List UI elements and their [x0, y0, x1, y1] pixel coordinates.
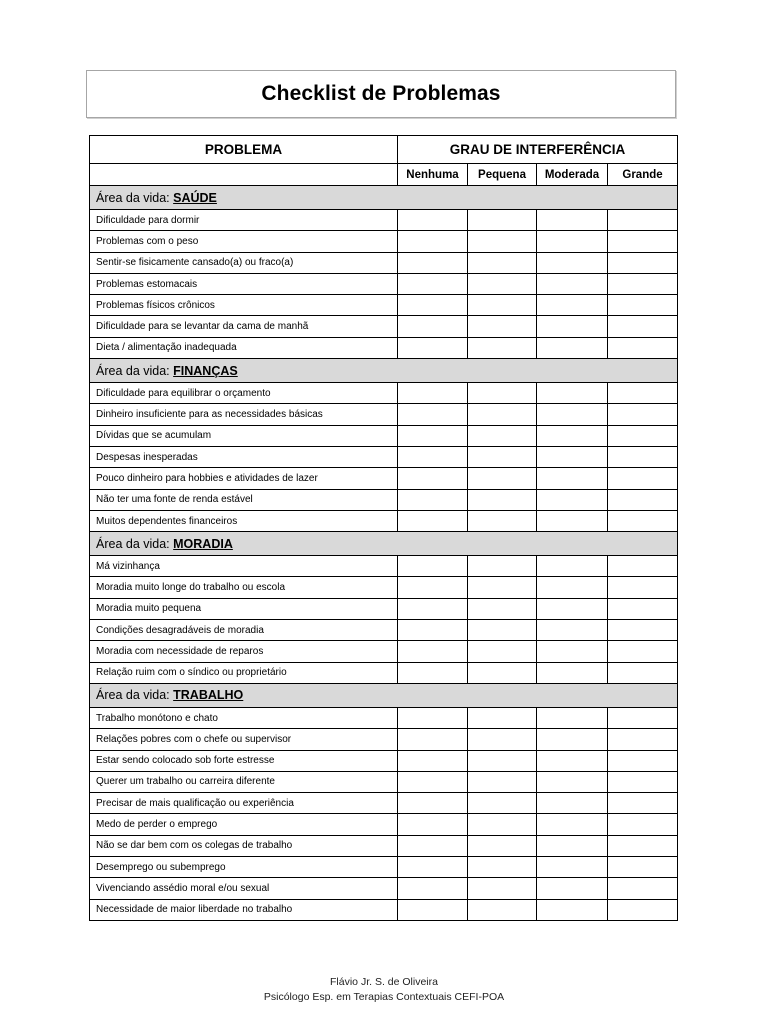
check-cell-moderada[interactable] — [537, 577, 608, 598]
section-header — [90, 532, 678, 556]
page-title: Checklist de Problemas — [261, 82, 501, 105]
check-cell-nenhuma[interactable] — [398, 707, 468, 728]
check-cell-nenhuma[interactable] — [398, 273, 468, 294]
problem-label: Muitos dependentes financeiros — [90, 510, 398, 531]
check-cell-moderada[interactable] — [537, 252, 608, 273]
check-cell-moderada[interactable] — [537, 446, 608, 467]
table-row — [90, 814, 678, 835]
check-cell-grande[interactable] — [608, 489, 678, 510]
table-row — [90, 857, 678, 878]
check-cell-nenhuma[interactable] — [398, 210, 468, 231]
check-cell-moderada[interactable] — [537, 835, 608, 856]
problem-label: Moradia muito longe do trabalho ou escola — [90, 577, 398, 598]
problem-label: Despesas inesperadas — [90, 446, 398, 467]
check-cell-nenhuma[interactable] — [398, 577, 468, 598]
check-cell-nenhuma[interactable] — [398, 899, 468, 920]
table-row — [90, 489, 678, 510]
check-cell-nenhuma[interactable] — [398, 468, 468, 489]
check-cell-moderada[interactable] — [537, 662, 608, 683]
table-row — [90, 210, 678, 231]
check-cell-nenhuma[interactable] — [398, 446, 468, 467]
check-cell-moderada[interactable] — [537, 620, 608, 641]
check-cell-moderada[interactable] — [537, 729, 608, 750]
check-cell-pequena[interactable] — [468, 598, 537, 619]
table-row — [90, 337, 678, 358]
check-cell-nenhuma[interactable] — [398, 857, 468, 878]
check-cell-moderada[interactable] — [537, 750, 608, 771]
check-cell-pequena[interactable] — [468, 857, 537, 878]
check-cell-grande[interactable] — [608, 878, 678, 899]
footer-author: Flávio Jr. S. de Oliveira — [330, 976, 438, 988]
check-cell-moderada[interactable] — [537, 210, 608, 231]
check-cell-pequena[interactable] — [468, 707, 537, 728]
check-cell-moderada[interactable] — [537, 273, 608, 294]
check-cell-pequena[interactable] — [468, 899, 537, 920]
section-prefix: Área da vida: — [96, 688, 174, 703]
table-row — [90, 878, 678, 899]
problem-label: Dificuldade para dormir — [90, 210, 398, 231]
check-cell-moderada[interactable] — [537, 598, 608, 619]
check-cell-moderada[interactable] — [537, 231, 608, 252]
problem-label: Moradia com necessidade de reparos — [90, 641, 398, 662]
check-cell-moderada[interactable] — [537, 383, 608, 404]
table-row — [90, 641, 678, 662]
check-cell-nenhuma[interactable] — [398, 641, 468, 662]
table-row — [90, 295, 678, 316]
check-cell-moderada[interactable] — [537, 857, 608, 878]
problem-label: Má vizinhança — [90, 556, 398, 577]
section-prefix: Área da vida: — [96, 536, 174, 551]
table-row — [90, 383, 678, 404]
check-cell-nenhuma[interactable] — [398, 662, 468, 683]
table-row — [90, 729, 678, 750]
table-row — [90, 750, 678, 771]
check-cell-nenhuma[interactable] — [398, 835, 468, 856]
check-cell-nenhuma[interactable] — [398, 231, 468, 252]
header-blank — [90, 164, 398, 186]
problem-label: Pouco dinheiro para hobbies e atividades de lazer — [90, 468, 398, 489]
header-degree: GRAU DE INTERFERÊNCIA — [398, 136, 678, 164]
header-level-moderada: Moderada — [537, 164, 608, 186]
problem-label: Dívidas que se acumulam — [90, 425, 398, 446]
check-cell-moderada[interactable] — [537, 404, 608, 425]
table-row — [90, 835, 678, 856]
table-row — [90, 899, 678, 920]
check-cell-grande[interactable] — [608, 383, 678, 404]
check-cell-nenhuma[interactable] — [398, 489, 468, 510]
check-cell-grande[interactable] — [608, 620, 678, 641]
section-row — [90, 359, 678, 383]
check-cell-pequena[interactable] — [468, 273, 537, 294]
problem-label: Dificuldade para se levantar da cama de manhã — [90, 316, 398, 337]
check-cell-grande[interactable] — [608, 252, 678, 273]
check-cell-grande[interactable] — [608, 337, 678, 358]
check-cell-nenhuma[interactable] — [398, 556, 468, 577]
check-cell-grande[interactable] — [608, 295, 678, 316]
check-cell-nenhuma[interactable] — [398, 729, 468, 750]
footer — [0, 975, 768, 1005]
check-cell-nenhuma[interactable] — [398, 814, 468, 835]
check-cell-grande[interactable] — [608, 793, 678, 814]
section-row — [90, 186, 678, 210]
check-cell-moderada[interactable] — [537, 771, 608, 792]
problem-label: Necessidade de maior liberdade no trabalho — [90, 899, 398, 920]
check-cell-grande[interactable] — [608, 814, 678, 835]
check-cell-pequena[interactable] — [468, 793, 537, 814]
check-cell-pequena[interactable] — [468, 729, 537, 750]
check-cell-nenhuma[interactable] — [398, 252, 468, 273]
problem-label: Dificuldade para equilibrar o orçamento — [90, 383, 398, 404]
check-cell-grande[interactable] — [608, 729, 678, 750]
footer-role: Psicólogo Esp. em Terapias Contextuais CEFI-POA — [263, 991, 505, 1003]
table-row — [90, 577, 678, 598]
table-row — [90, 252, 678, 273]
problem-label: Não se dar bem com os colegas de trabalho — [90, 835, 398, 856]
table-row — [90, 316, 678, 337]
section-header — [90, 359, 678, 383]
check-cell-moderada[interactable] — [537, 814, 608, 835]
check-cell-nenhuma[interactable] — [398, 598, 468, 619]
section-header — [90, 186, 678, 210]
section-prefix: Área da vida: — [96, 363, 174, 378]
check-cell-pequena[interactable] — [468, 489, 537, 510]
check-cell-moderada[interactable] — [537, 793, 608, 814]
check-cell-moderada[interactable] — [537, 425, 608, 446]
table-row — [90, 468, 678, 489]
check-cell-pequena[interactable] — [468, 577, 537, 598]
check-cell-nenhuma[interactable] — [398, 793, 468, 814]
section-header — [90, 683, 678, 707]
section-row — [90, 532, 678, 556]
check-cell-pequena[interactable] — [468, 662, 537, 683]
check-cell-nenhuma[interactable] — [398, 620, 468, 641]
check-cell-grande[interactable] — [608, 771, 678, 792]
check-cell-pequena[interactable] — [468, 878, 537, 899]
problem-label: Vivenciando assédio moral e/ou sexual — [90, 878, 398, 899]
check-cell-pequena[interactable] — [468, 620, 537, 641]
check-cell-moderada[interactable] — [537, 899, 608, 920]
check-cell-grande[interactable] — [608, 857, 678, 878]
check-cell-pequena[interactable] — [468, 835, 537, 856]
check-cell-pequena[interactable] — [468, 814, 537, 835]
section-name: TRABALHO — [173, 688, 244, 703]
check-cell-moderada[interactable] — [537, 556, 608, 577]
table-row — [90, 707, 678, 728]
check-cell-nenhuma[interactable] — [398, 337, 468, 358]
section-prefix: Área da vida: — [96, 190, 174, 205]
check-cell-pequena[interactable] — [468, 337, 537, 358]
check-cell-pequena[interactable] — [468, 468, 537, 489]
problem-label: Problemas estomacais — [90, 273, 398, 294]
table-row — [90, 231, 678, 252]
header-problem: PROBLEMA — [90, 136, 398, 164]
check-cell-moderada[interactable] — [537, 468, 608, 489]
check-cell-moderada[interactable] — [537, 510, 608, 531]
problem-label: Querer um trabalho ou carreira diferente — [90, 771, 398, 792]
problem-label: Problemas físicos crônicos — [90, 295, 398, 316]
table-subheader-row — [90, 164, 678, 186]
check-cell-pequena[interactable] — [468, 556, 537, 577]
check-cell-moderada[interactable] — [537, 337, 608, 358]
check-cell-nenhuma[interactable] — [398, 510, 468, 531]
check-cell-grande[interactable] — [608, 404, 678, 425]
section-row — [90, 683, 678, 707]
table-row — [90, 446, 678, 467]
check-cell-pequena[interactable] — [468, 231, 537, 252]
header-level-grande: Grande — [608, 164, 678, 186]
section-name: MORADIA — [173, 536, 233, 551]
problem-label: Desemprego ou subemprego — [90, 857, 398, 878]
check-cell-pequena[interactable] — [468, 771, 537, 792]
problem-label: Dieta / alimentação inadequada — [90, 337, 398, 358]
check-cell-moderada[interactable] — [537, 641, 608, 662]
check-cell-pequena[interactable] — [468, 425, 537, 446]
check-cell-nenhuma[interactable] — [398, 878, 468, 899]
check-cell-pequena[interactable] — [468, 404, 537, 425]
check-cell-pequena[interactable] — [468, 210, 537, 231]
check-cell-nenhuma[interactable] — [398, 404, 468, 425]
check-cell-grande[interactable] — [608, 750, 678, 771]
check-cell-pequena[interactable] — [468, 446, 537, 467]
check-cell-grande[interactable] — [608, 662, 678, 683]
problem-label: Trabalho monótono e chato — [90, 707, 398, 728]
check-cell-pequena[interactable] — [468, 295, 537, 316]
section-name: SAÚDE — [173, 190, 217, 205]
table-row — [90, 598, 678, 619]
check-cell-grande[interactable] — [608, 556, 678, 577]
table-row — [90, 793, 678, 814]
check-cell-grande[interactable] — [608, 899, 678, 920]
check-cell-grande[interactable] — [608, 273, 678, 294]
check-cell-grande[interactable] — [608, 598, 678, 619]
section-name: FINANÇAS — [173, 363, 238, 378]
check-cell-grande[interactable] — [608, 446, 678, 467]
table-row — [90, 273, 678, 294]
check-cell-nenhuma[interactable] — [398, 383, 468, 404]
table-row — [90, 510, 678, 531]
problem-label: Dinheiro insuficiente para as necessidades básicas — [90, 404, 398, 425]
check-cell-nenhuma[interactable] — [398, 425, 468, 446]
check-cell-moderada[interactable] — [537, 489, 608, 510]
table-row — [90, 425, 678, 446]
check-cell-pequena[interactable] — [468, 510, 537, 531]
check-cell-grande[interactable] — [608, 641, 678, 662]
problem-label: Relação ruim com o síndico ou proprietário — [90, 662, 398, 683]
problem-label: Estar sendo colocado sob forte estresse — [90, 750, 398, 771]
problem-label: Condições desagradáveis de moradia — [90, 620, 398, 641]
title-box — [86, 70, 676, 118]
check-cell-grande[interactable] — [608, 231, 678, 252]
check-cell-pequena[interactable] — [468, 252, 537, 273]
problem-label: Medo de perder o emprego — [90, 814, 398, 835]
check-cell-grande[interactable] — [608, 468, 678, 489]
problem-label: Moradia muito pequena — [90, 598, 398, 619]
check-cell-grande[interactable] — [608, 707, 678, 728]
header-level-nenhuma: Nenhuma — [398, 164, 468, 186]
problem-label: Não ter uma fonte de renda estável — [90, 489, 398, 510]
table-header-row — [90, 136, 678, 164]
table-row — [90, 662, 678, 683]
table-body — [90, 186, 678, 921]
problem-label: Sentir-se fisicamente cansado(a) ou fraco(a) — [90, 252, 398, 273]
check-cell-pequena[interactable] — [468, 750, 537, 771]
table-row — [90, 556, 678, 577]
table-row — [90, 771, 678, 792]
check-cell-grande[interactable] — [608, 510, 678, 531]
check-cell-grande[interactable] — [608, 425, 678, 446]
problem-checklist-table — [89, 135, 678, 921]
check-cell-nenhuma[interactable] — [398, 316, 468, 337]
problem-label: Precisar de mais qualificação ou experiência — [90, 793, 398, 814]
check-cell-pequena[interactable] — [468, 641, 537, 662]
check-cell-moderada[interactable] — [537, 707, 608, 728]
check-cell-moderada[interactable] — [537, 316, 608, 337]
check-cell-pequena[interactable] — [468, 383, 537, 404]
check-cell-grande[interactable] — [608, 210, 678, 231]
problem-label: Problemas com o peso — [90, 231, 398, 252]
check-cell-moderada[interactable] — [537, 878, 608, 899]
check-cell-nenhuma[interactable] — [398, 750, 468, 771]
table-row — [90, 620, 678, 641]
check-cell-nenhuma[interactable] — [398, 295, 468, 316]
check-cell-grande[interactable] — [608, 316, 678, 337]
check-cell-moderada[interactable] — [537, 295, 608, 316]
check-cell-grande[interactable] — [608, 577, 678, 598]
check-cell-grande[interactable] — [608, 835, 678, 856]
problem-label: Relações pobres com o chefe ou supervisor — [90, 729, 398, 750]
header-level-pequena: Pequena — [468, 164, 537, 186]
table-row — [90, 404, 678, 425]
check-cell-nenhuma[interactable] — [398, 771, 468, 792]
check-cell-pequena[interactable] — [468, 316, 537, 337]
